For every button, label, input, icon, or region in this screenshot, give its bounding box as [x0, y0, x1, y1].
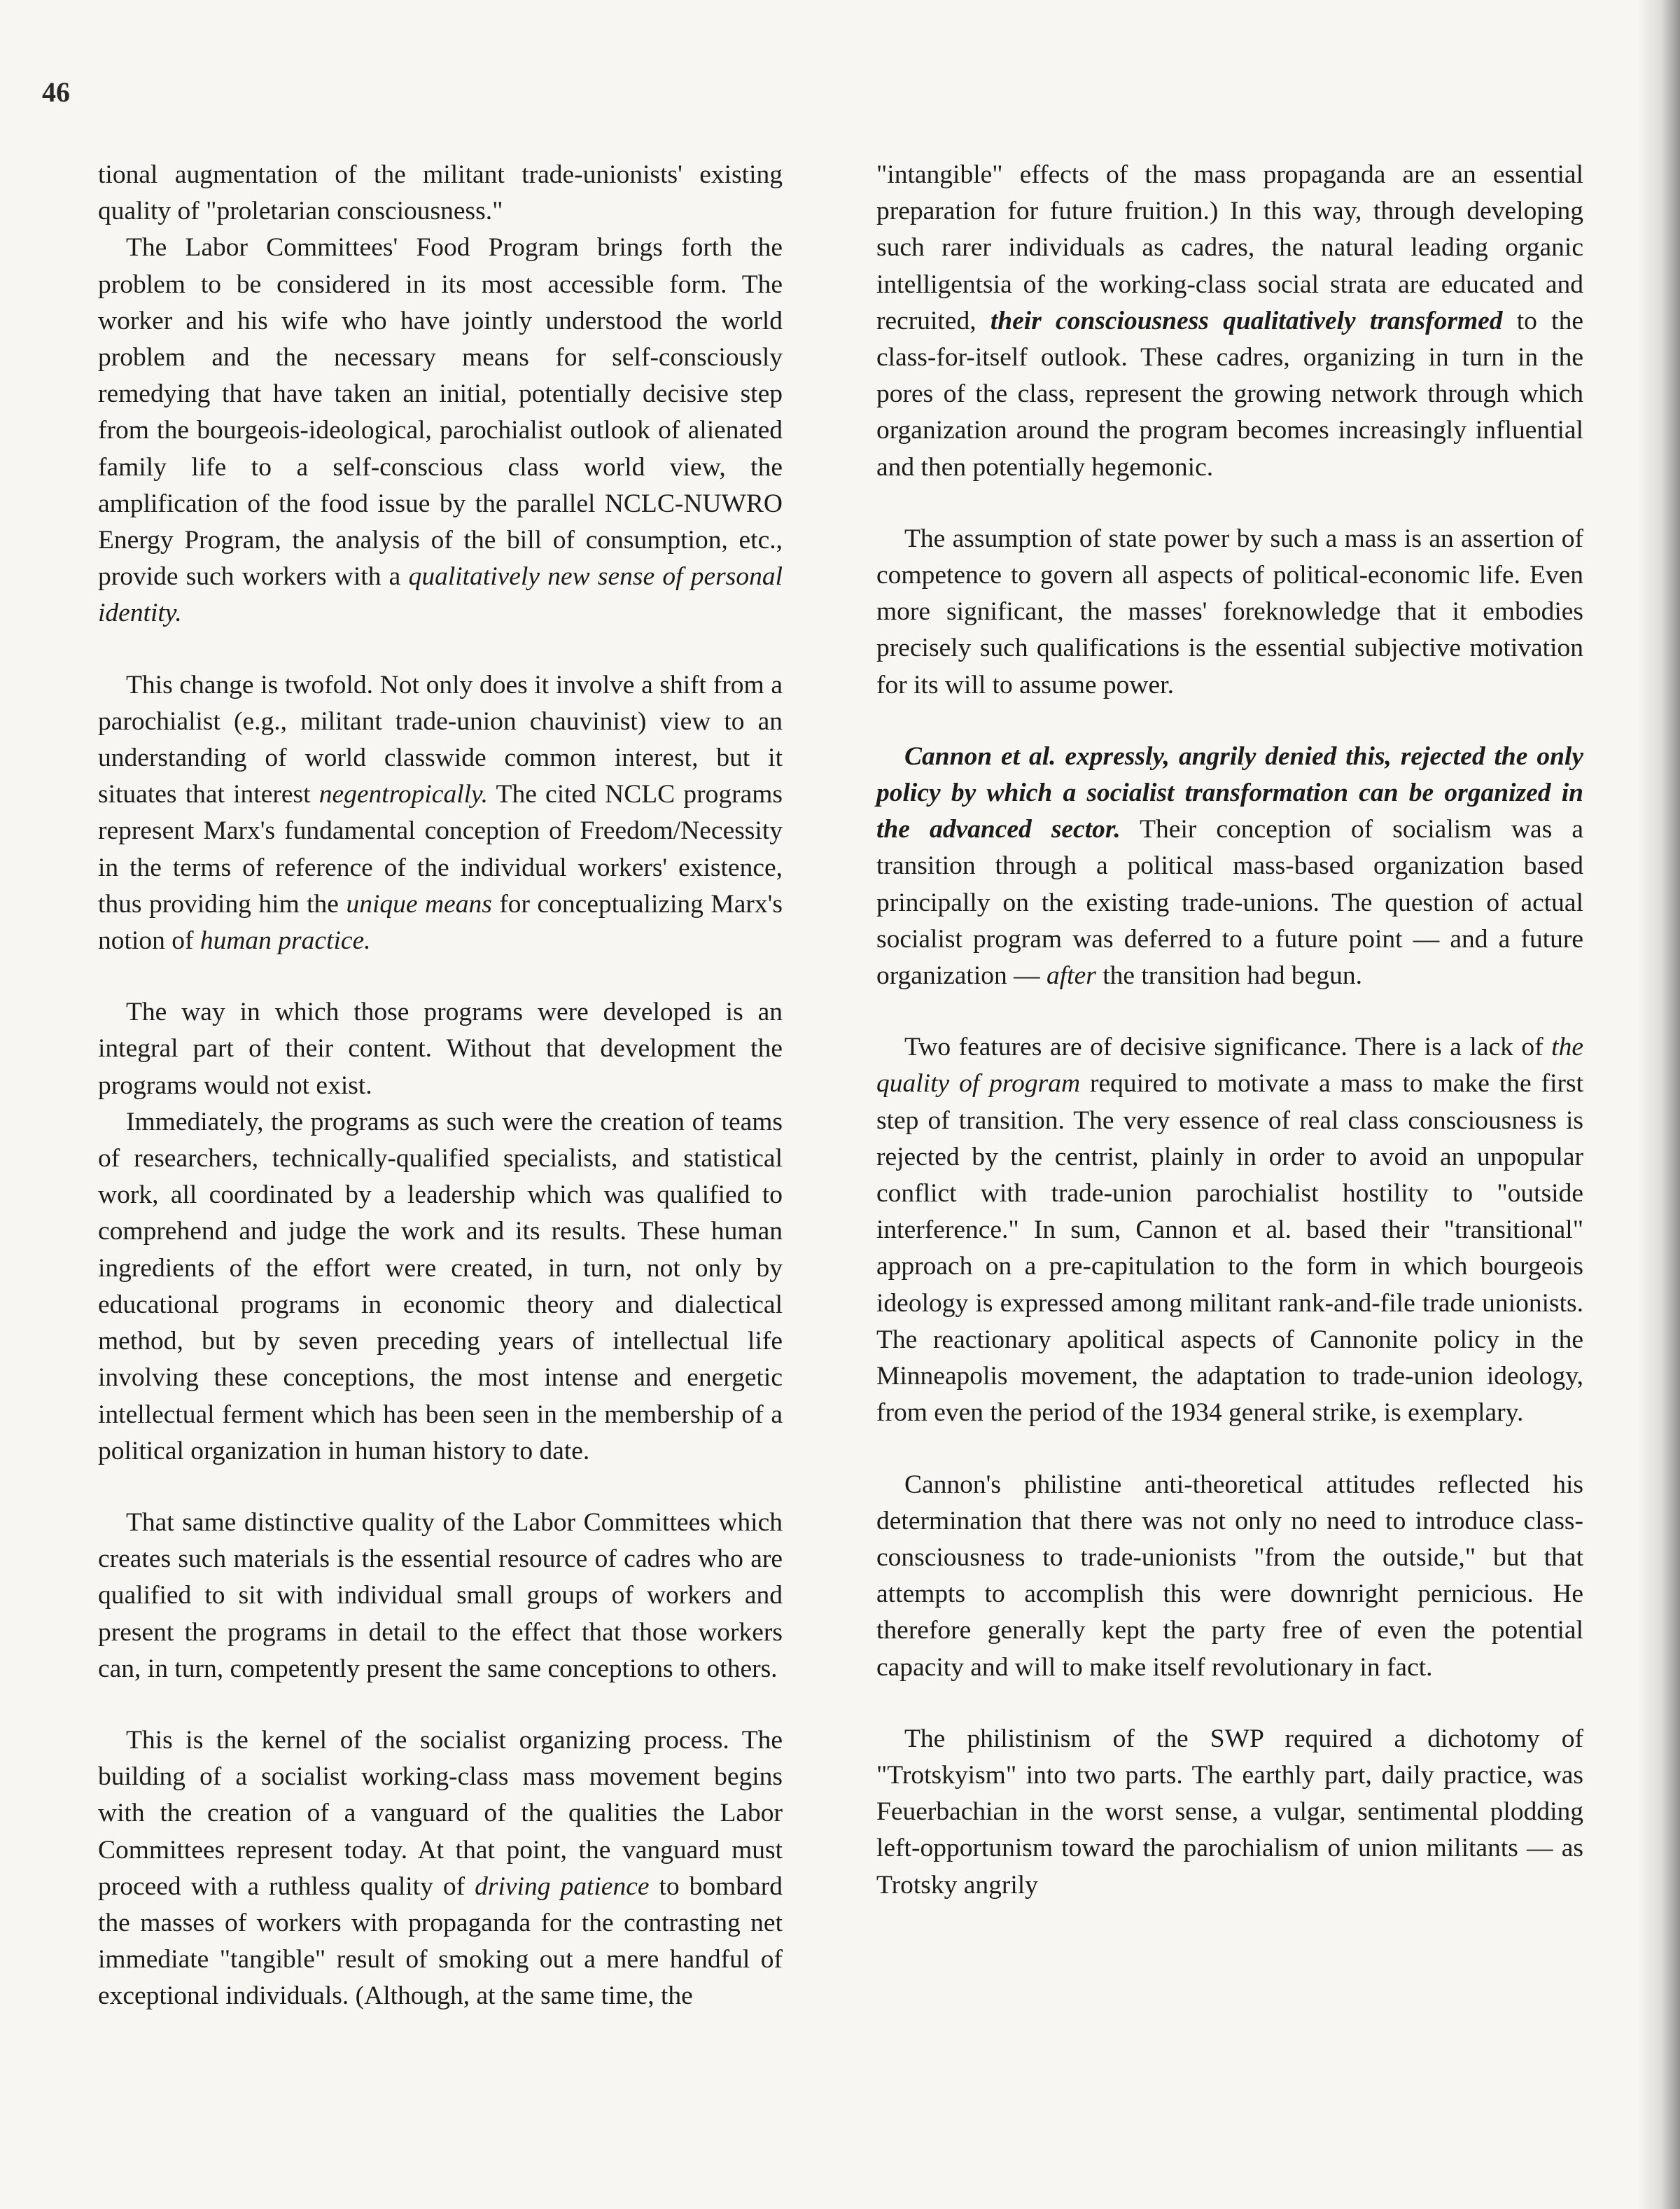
paragraph-text: required to motivate a mass to make the first step of transition. The very essence of real class consciousness is rejected by the centrist, plainly in order to avoid an unpopular conflict with trade-union parochialist hostility to "outside interference." In sum, Cannon et al. based their "transitional" approach on a pre-capitulation to the form in which bourgeois ideology is expressed among militant rank-and-file trade unionists. The reactionary apolitical aspects of Cannonite policy in the Minneapolis movement, the adaptation to trade-union ideology, from even the period of the 1934 general strike, is exemplary.: [876, 1069, 1583, 1428]
paragraph: [876, 739, 1583, 994]
right-column: [876, 157, 1583, 1904]
paragraph: [98, 230, 783, 632]
paragraph: [876, 157, 1583, 486]
paragraph-text: That same distinctive quality of the Labor Committees which creates such materials is the essential resource of cadres who are qualified to sit with individual small groups of workers and present the programs in detail to the effect that those workers can, in turn, competently present the same conceptions to others.: [98, 1507, 783, 1683]
emphasis-text: after: [1046, 961, 1096, 991]
page-number: 46: [42, 76, 70, 108]
paragraph: [98, 1505, 783, 1687]
paragraph-text: This change is twofold. Not only does it involve a shift from a parochialist (e.g., militant trade-union chauvinist) view to an understanding of world classwide common interest, but it situates that interest: [98, 670, 783, 809]
emphasis-text: the quality of program: [876, 1033, 1583, 1099]
paragraph: [876, 1029, 1583, 1431]
paragraph: [98, 667, 783, 960]
emphasis-text: driving patience: [475, 1872, 650, 1901]
paragraph-text: Two features are of decisive significance. There is a lack of: [904, 1033, 1552, 1062]
left-column: [98, 157, 783, 2015]
paragraph-text: The assumption of state power by such a mass is an assertion of competence to govern all aspects of political-economic life. Even more significant, the masses' foreknowledge that it embodies precisely such qualifications is the essential subjective motivation for its will to assume power.: [876, 524, 1583, 699]
emphasis-text: unique means: [346, 889, 492, 919]
paragraph-text: Cannon's philistine anti-theoretical attitudes reflected his determination that there was not only no need to introduce class-consciousness to trade-unionists "from the outside," but that attempts to accomplish this were downright pernicious. He therefore generally kept the party free of even the potential capacity and will to make itself revolutionary in fact.: [876, 1470, 1583, 1682]
paragraph-text: to the class-for-itself outlook. These cadres, organizing in turn in the pores of the class, represent the growing network through which organization around the program becomes increasingly influential and then potentially hegemonic.: [876, 306, 1583, 482]
paragraph-text: The philistinism of the SWP required a dichotomy of "Trotskyism" into two parts. The earthly part, daily practice, was Feuerbachian in the worst sense, a vulgar, sentimental plodding left-opportunism toward the parochialism of union militants — as Trotsky angrily: [876, 1724, 1583, 1900]
paragraph: [876, 1467, 1583, 1686]
paragraph-text: to bombard the masses of workers with propaganda for the contrasting net immediate "tangible" result of smoking out a mere handful of exceptional individuals. (Although, at the same time, the: [98, 1872, 783, 2011]
paragraph-text: for conceptualizing Marx's notion of: [98, 889, 783, 956]
paragraph: [98, 994, 783, 1104]
paragraph-text: The Labor Committees' Food Program brings forth the problem to be considered in its most accessible form. The worker and his wife who have jointly understood the world problem and the necessary means for self-consciously remedying that have taken an initial, potentially decisive step from the bourgeois-ideological, parochialist outlook of alienated family life to a self-conscious class world view, the amplification of the food issue by the parallel NCLC-NUWRO Energy Program, the analysis of the bill of consumption, etc., provide such workers with a: [98, 233, 783, 592]
paragraph-text: This is the kernel of the socialist organizing process. The building of a socialist working-class mass movement begins with the creation of a vanguard of the qualities the Labor Committees represent today. At that point, the vanguard must proceed with a ruthless quality of: [98, 1725, 783, 1901]
emphasis-text: human practice.: [200, 926, 371, 956]
emphasis-text: their consciousness qualitatively transformed: [990, 306, 1503, 335]
paragraph-text: Immediately, the programs as such were the creation of teams of researchers, technically-qualified specialists, and statistical work, all coordinated by a leadership which was qualified to comprehend and judge the work and its results. These human ingredients of the effort were created, in turn, not only by educational programs in economic theory and dialectical method, but by seven preceding years of intellectual life involving these conceptions, the most intense and energetic intellectual ferment which has been seen in the membership of a political organization in human history to date.: [98, 1107, 783, 1465]
paragraph-text: tional augmentation of the militant trade-unionists' existing quality of "proletarian consciousness.": [98, 160, 783, 226]
emphasis-text: qualitatively new sense of personal identity.: [98, 562, 783, 628]
paragraph: [98, 1104, 783, 1470]
paragraph-text: the transition had begun.: [1096, 961, 1362, 991]
paragraph: [876, 1721, 1583, 1904]
emphasis-text: Cannon et al. expressly, angrily denied this, rejected the only policy by which a socialist transformation can be organized in the advanced sector.: [876, 741, 1583, 844]
emphasis-text: negentropically.: [318, 780, 488, 809]
paragraph-text: "intangible" effects of the mass propaganda are an essential preparation for future fruition.) In this way, through developing such rarer individuals as cadres, the natural leading organic intelligentsia of the working-class social strata are educated and recruited,: [876, 160, 1583, 335]
paragraph-text: The cited NCLC programs represent Marx's fundamental conception of Freedom/Necessity in the terms of reference of the individual workers' existence, thus providing him the: [98, 780, 783, 919]
paragraph: [98, 157, 783, 230]
paragraph-text: Their conception of socialism was a transition through a political mass-based organization based principally on the existing trade-unions. The question of actual socialist program was deferred to a future point — and a future organization —: [876, 815, 1583, 991]
paragraph-text: The way in which those programs were developed is an integral part of their content. Without that development the programs would not exist.: [98, 998, 783, 1100]
paragraph: [98, 1722, 783, 2015]
paragraph: [876, 521, 1583, 704]
scan-edge-shadow: [1638, 0, 1680, 2209]
